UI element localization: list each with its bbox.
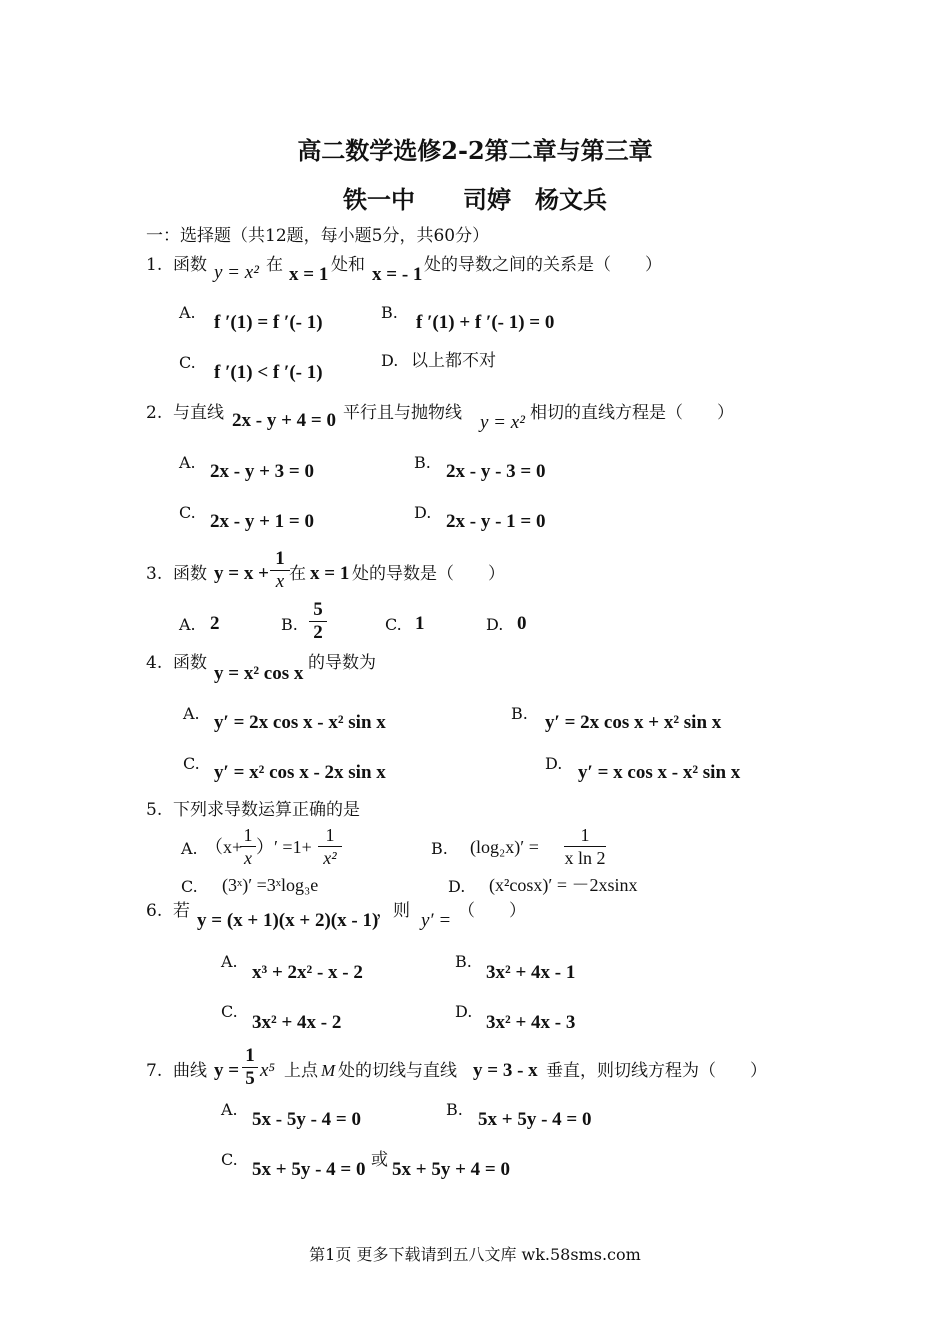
question-text: 在 xyxy=(266,255,283,275)
question-text: 的导数为 xyxy=(308,653,376,673)
equation: y = (x + 1)(x + 2)(x - 1) xyxy=(197,910,379,931)
option-label: C. xyxy=(183,754,200,773)
question-number: 5. xyxy=(146,800,163,820)
option-label: D. xyxy=(486,615,504,634)
equation: x⁵ xyxy=(260,1060,276,1081)
option-c: y′ = x² cos x - 2x sin x xyxy=(214,762,386,783)
question-text: 在 xyxy=(289,564,306,584)
option-label: C. xyxy=(179,353,196,372)
equation: y = x² cos x xyxy=(214,663,304,684)
question-text: 处的导数之间的关系是（ ） xyxy=(424,255,662,275)
equation: 2x - y + 4 = 0 xyxy=(232,410,336,431)
option-a: 5x - 5y - 4 = 0 xyxy=(252,1109,361,1130)
option-label: D. xyxy=(381,351,399,370)
option-a: 2 xyxy=(210,613,220,634)
option-label: D. xyxy=(455,1002,473,1021)
option-d: 以上都不对 xyxy=(411,351,496,371)
equation: y = x² xyxy=(214,262,259,283)
equation: y′ = xyxy=(421,910,452,931)
question-text: 处和 xyxy=(331,255,365,275)
option-d: 0 xyxy=(517,613,527,634)
option-c: f ′(1) < f ′(- 1) xyxy=(214,362,323,383)
option-label: C. xyxy=(221,1002,238,1021)
option-c-first: 5x + 5y - 4 = 0 xyxy=(252,1159,366,1180)
option-c: 3x² + 4x - 2 xyxy=(252,1012,342,1033)
equation: y = x² xyxy=(480,412,525,433)
option-a: 2x - y + 3 = 0 xyxy=(210,461,314,482)
option-c: 2x - y + 1 = 0 xyxy=(210,511,314,532)
option-label: A. xyxy=(181,839,198,858)
option-a: x³ + 2x² - x - 2 xyxy=(252,962,363,983)
question-text: 上点 xyxy=(284,1061,318,1081)
option-label: B. xyxy=(455,952,472,971)
option-label: C. xyxy=(181,877,198,896)
question-text: 函数 xyxy=(173,564,207,584)
point-label: M xyxy=(321,1061,336,1080)
question-number: 3. xyxy=(146,564,163,584)
question-number: 7. xyxy=(146,1061,163,1081)
option-label: A. xyxy=(179,303,196,322)
equation: x = - 1 xyxy=(372,264,423,285)
question-text: 函数 xyxy=(173,255,207,275)
option-b: f ′(1) + f ′(- 1) = 0 xyxy=(416,312,555,333)
fraction: 1 x ln 2 xyxy=(564,825,606,868)
option-b-prefix: (log₂x)′ = xyxy=(470,837,539,857)
page-title: 高二数学选修2-2第二章与第三章 xyxy=(297,136,653,165)
option-label: D. xyxy=(414,503,432,522)
question-text: 平行且与抛物线 xyxy=(343,403,462,423)
option-b: 2x - y - 3 = 0 xyxy=(446,461,546,482)
equation: y = xyxy=(214,1060,240,1081)
option-label: C. xyxy=(385,615,402,634)
question-text: 若 xyxy=(173,901,190,921)
option-d: y′ = x cos x - x² sin x xyxy=(578,762,741,783)
option-b: 3x² + 4x - 1 xyxy=(486,962,576,983)
option-b: y′ = 2x cos x + x² sin x xyxy=(545,712,722,733)
option-c-second: 5x + 5y + 4 = 0 xyxy=(392,1159,510,1180)
option-b: 5 2 xyxy=(309,600,327,643)
option-label: B. xyxy=(511,704,528,723)
equation: x = 1 xyxy=(310,563,350,584)
option-label: B. xyxy=(431,839,448,858)
equation: y = x + xyxy=(214,563,269,584)
option-d: 2x - y - 1 = 0 xyxy=(446,511,546,532)
fraction: 1 5 xyxy=(242,1046,258,1089)
question-text: （ ） xyxy=(458,901,526,921)
option-c: 1 xyxy=(415,613,425,634)
question-text: 处的切线与直线 xyxy=(338,1061,457,1081)
equation: y = 3 - x xyxy=(473,1060,538,1081)
fraction: 1 x² xyxy=(318,825,342,868)
option-label: A. xyxy=(221,952,238,971)
option-label: A. xyxy=(179,453,196,472)
option-label: A. xyxy=(183,704,200,723)
option-label: C. xyxy=(221,1150,238,1169)
option-d: 3x² + 4x - 3 xyxy=(486,1012,576,1033)
question-number: 4. xyxy=(146,653,163,673)
question-text: 函数 xyxy=(173,653,207,673)
option-label: D. xyxy=(545,754,563,773)
question-number: 1. xyxy=(146,255,163,275)
option-c: (3ˣ)′ =3ˣlog₃e xyxy=(222,875,319,895)
option-label: B. xyxy=(446,1100,463,1119)
option-label: B. xyxy=(281,615,298,634)
option-d: (x²cosx)′ = －2xsinx xyxy=(489,875,638,895)
question-number: 6. xyxy=(146,901,163,921)
equation: x = 1 xyxy=(289,264,329,285)
question-text: 与直线 xyxy=(173,403,224,423)
option-b: 5x + 5y - 4 = 0 xyxy=(478,1109,592,1130)
question-text: 垂直，则切线方程为（ ） xyxy=(546,1061,767,1081)
question-text: 相切的直线方程是（ ） xyxy=(530,403,734,423)
question-number: 2. xyxy=(146,403,163,423)
page-footer: 第1页 更多下载请到五八文库 wk.58sms.com xyxy=(309,1245,641,1264)
fraction: 1 x xyxy=(240,825,256,868)
question-text: ，则 xyxy=(376,901,410,921)
option-label: B. xyxy=(414,453,431,472)
question-text: 处的导数是（ ） xyxy=(352,564,505,584)
fraction: 1 x xyxy=(270,549,290,592)
option-c-or: 或 xyxy=(371,1150,388,1170)
option-a-middle: ）′ =1+ xyxy=(256,837,312,857)
option-label: A. xyxy=(179,615,196,634)
question-text: 曲线 xyxy=(173,1061,207,1081)
page-authors: 铁一中 司婷 杨文兵 xyxy=(343,185,607,214)
option-a: f ′(1) = f ′(- 1) xyxy=(214,312,323,333)
option-a: y′ = 2x cos x - x² sin x xyxy=(214,712,386,733)
option-label: A. xyxy=(221,1100,238,1119)
option-label: B. xyxy=(381,303,398,322)
section-heading: 一：选择题（共12题，每小题5分，共60分） xyxy=(146,226,490,246)
option-label: D. xyxy=(448,877,466,896)
option-a-prefix: （x+ xyxy=(205,837,243,857)
option-label: C. xyxy=(179,503,196,522)
question-text: 下列求导数运算正确的是 xyxy=(173,800,360,820)
